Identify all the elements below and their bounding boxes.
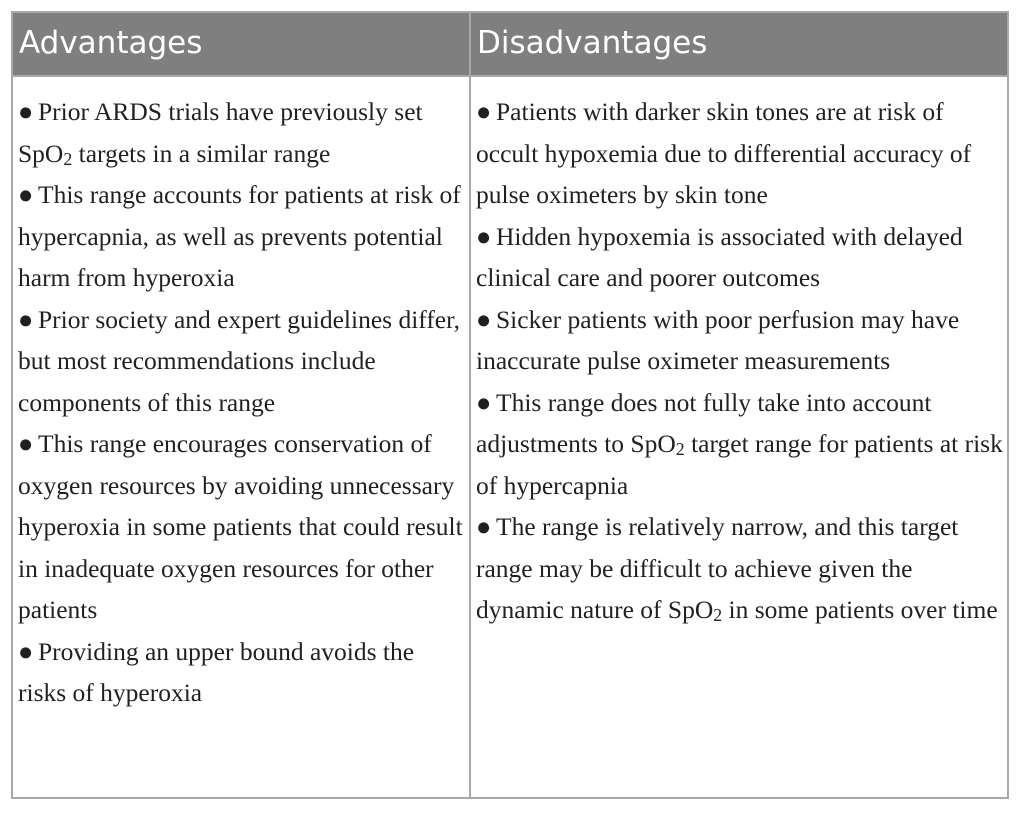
bullet-icon: ● bbox=[476, 97, 492, 126]
advantage-item: ● Prior society and expert guidelines differ, but most recommendations include components of this range bbox=[18, 299, 467, 424]
comparison-table bbox=[11, 11, 1009, 799]
advantage-item: ● This range encourages conservation of oxygen resources by avoiding unnecessary hyperoxia in some patients that could result in inadequate oxygen resources for other patients bbox=[18, 423, 467, 631]
disadvantage-item: ● Sicker patients with poor perfusion may have inaccurate pulse oximeter measurements bbox=[476, 299, 1005, 382]
disadvantages-header: Disadvantages bbox=[477, 25, 708, 61]
bullet-icon: ● bbox=[18, 304, 34, 334]
advantages-header: Advantages bbox=[13, 13, 471, 75]
advantage-item: ● Prior ARDS trials have previously set SpO$_2$ targets in a similar range bbox=[18, 91, 467, 174]
advantage-item: ● This range accounts for patients at risk of hypercapnia, as well as prevents potential harm from hyperoxia bbox=[18, 174, 467, 299]
bullet-icon: ● bbox=[476, 221, 492, 251]
bullet-icon: ● bbox=[476, 304, 492, 334]
disadvantage-item: ● This range does not fully take into account adjustments to SpO$_2$ target range for patients at risk of hypercapnia bbox=[476, 382, 1005, 507]
disadvantages-column bbox=[471, 77, 1007, 797]
bullet-icon: ● bbox=[18, 636, 34, 666]
disadvantage-item: ● Hidden hypoxemia is associated with delayed clinical care and poorer outcomes bbox=[476, 216, 1005, 299]
disadvantage-item: ● Patients with darker skin tones are at risk of occult hypoxemia due to differential accuracy of pulse oximeters by skin tone bbox=[476, 91, 1005, 216]
advantages-column bbox=[13, 77, 471, 797]
bullet-icon: ● bbox=[476, 512, 492, 541]
disadvantage-item: ● The range is relatively narrow, and this target range may be difficult to achieve given the dynamic nature of SpO$_2$ in some patients over time bbox=[476, 506, 1005, 631]
bullet-icon: ● bbox=[18, 429, 34, 458]
bullet-icon: ● bbox=[18, 97, 34, 126]
advantage-item: ● Providing an upper bound avoids the risks of hyperoxia bbox=[18, 631, 467, 714]
table-body-row bbox=[13, 77, 1007, 797]
bullet-icon: ● bbox=[18, 180, 34, 209]
bullet-icon: ● bbox=[476, 387, 492, 417]
table-header-row bbox=[13, 13, 1007, 77]
